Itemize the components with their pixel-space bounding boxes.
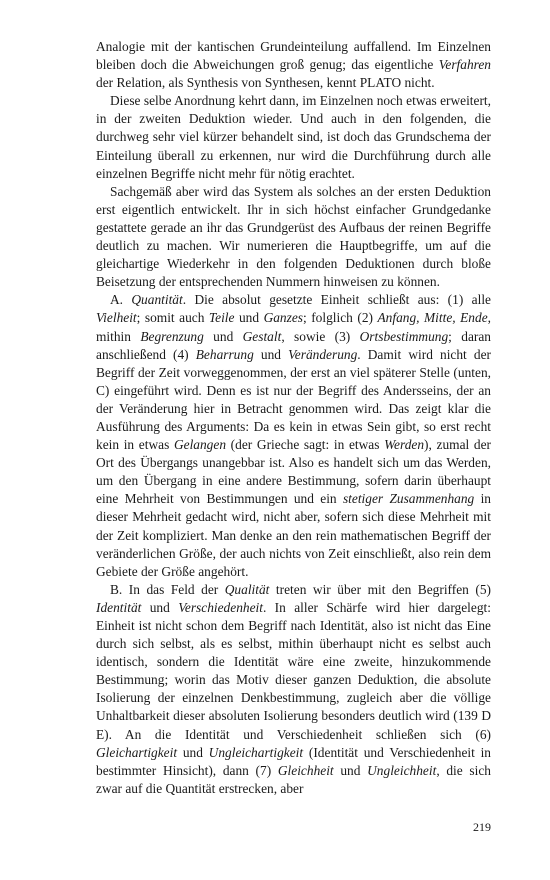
italic-term: Anfang, Mitte, Ende — [377, 310, 488, 326]
italic-term: Verschiedenheit — [178, 599, 263, 615]
italic-term: Begrenzung — [140, 328, 204, 344]
text-run: . Damit wird nicht der Begriff der Zeit vorweggenommen, der erst an viel späterer Stelle (unten, C) eingeführt wird. Denn es ist nur der Begriff des Andersseins, der an der Veränderung hier in Betracht genommen wird. Das zeigt klar die Ausführung des Arguments: Da es kein in etwas Sein gibt, so erst recht kein in etwas — [96, 346, 491, 453]
text-run: und — [234, 310, 264, 326]
text-run: . In aller Schärfe wird hier dargelegt: Einheit ist nicht schon dem Begriff nach Identität, also ist nicht das Eine durch sich selbst, als es selbst, mithin überhaupt nicht es selbst auch identisch, sondern die Identität wäre eine zweite, hinzukommende Bestimmung; worin das Motiv dieser ganzen Deduktion, die absolute Isolierung der einzelnen Denkbestimmung, zugleich aber die völlige Unhaltbarkeit dieser absoluten Isolierung besonders deutlich wird (139 D E). An die Identität und Verschiedenheit schließen sich (6) — [96, 599, 491, 742]
italic-term: Verfahren — [438, 57, 491, 73]
text-run: , sowie (3) — [281, 328, 360, 344]
italic-term: Beharrung — [195, 346, 254, 362]
text-run: , die sich zwar auf die Quantität erstrecken, aber — [96, 762, 491, 796]
italic-term: Gleichheit — [277, 762, 334, 778]
page-number: 219 — [473, 820, 491, 834]
italic-term: Quantität — [131, 292, 183, 308]
text-run: und — [333, 762, 368, 778]
text-run: (der Grieche sagt: in etwas — [226, 437, 385, 453]
paragraph-4 — [96, 291, 491, 581]
text-run: B. In das Feld der — [110, 581, 225, 597]
text-run: ; daran anschließend (4) — [96, 328, 491, 362]
italic-term: Gelangen — [173, 437, 227, 453]
italic-term: Gleichartigkeit — [96, 744, 178, 760]
text-run: ), zumal der Ort des Übergangs unangebbar ist. Also es handelt sich um das Werden, um den Übergang in eine andere Bestimmung, sofern darin überhaupt eine Mehrheit von Bestimmungen und ein — [96, 437, 491, 507]
italic-term: Teile — [208, 310, 235, 326]
italic-term: Veränderung — [288, 346, 358, 362]
italic-term: Qualität — [224, 581, 270, 597]
text-run: ; folglich (2) — [303, 310, 378, 326]
italic-term: Gestalt — [242, 328, 282, 344]
text-run: ; somit auch — [136, 310, 209, 326]
paragraph-1 — [96, 38, 491, 92]
italic-term: Ganzes — [263, 310, 303, 326]
text-run: A. — [110, 292, 132, 308]
italic-term: Ungleichheit — [367, 762, 437, 778]
text-run: (Identität und Verschiedenheit in bestimmter Hinsicht), dann (7) — [96, 744, 491, 778]
text-run: Analogie mit der kantischen Grundeinteilung auffallend. Im Einzelnen bleiben doch die Abweichungen groß genug; das eigentliche — [96, 39, 491, 73]
text-run: und — [141, 599, 179, 615]
paragraph-3 — [96, 183, 491, 292]
italic-term: stetiger Zusammenhang — [342, 491, 475, 507]
text-run: Diese selbe Anordnung kehrt dann, im Einzelnen noch etwas erweitert, in der zweiten Deduktion wieder. Und auch in den folgenden, die durchweg sehr viel kürzer behandelt sind, ist doch das Grundschema der Einteilung überall zu erkennen, nur wird die Durchführung durch alle einzelnen Begriffe nicht mehr für nötig erachtet. — [96, 93, 491, 181]
italic-term: Vielheit — [96, 310, 137, 326]
italic-term: Werden — [384, 437, 425, 453]
text-column — [96, 38, 491, 798]
text-run: und — [253, 346, 289, 362]
text-run: in dieser Mehrheit gedacht wird, nicht aber, sofern sich diese Mehrheit mit der Zeit kompliziert. Man denke an den rein mathematischen Begriff der veränderlichen Größe, der auch nichts von Zeit einschließt, also rein dem Gebiete der Größe angehört. — [96, 491, 492, 579]
text-run: treten wir über mit den Begriffen (5) — [269, 581, 491, 597]
paragraph-5 — [96, 581, 491, 798]
italic-term: Ungleichartigkeit — [208, 744, 304, 760]
text-run: und — [177, 744, 209, 760]
text-run: und — [203, 328, 243, 344]
text-run: . Die absolut gesetzte Einheit schließt aus: (1) alle — [182, 292, 491, 308]
paragraph-2 — [96, 92, 491, 182]
text-run: der Relation, als Synthesis von Synthesen, kennt PLATO nicht. — [96, 75, 435, 91]
italic-term: Ortsbestimmung — [359, 328, 449, 344]
text-run: , mithin — [96, 310, 491, 344]
italic-term: Identität — [96, 599, 142, 615]
text-run: Sachgemäß aber wird das System als solches an der ersten Deduktion erst eigentlich entwickelt. Ihr in sich höchst einfacher Grundgedanke gestattete gerade an ihr das Grundgerüst des Aufbaus der reinen Begriffe deutlich zu machen. Wir numerieren die Hauptbegriffe, um auf die gleichartige Wiederkehr in den folgenden Deduktionen durch bloße Beisetzung der entsprechenden Nummern hinweisen zu können. — [96, 183, 491, 290]
